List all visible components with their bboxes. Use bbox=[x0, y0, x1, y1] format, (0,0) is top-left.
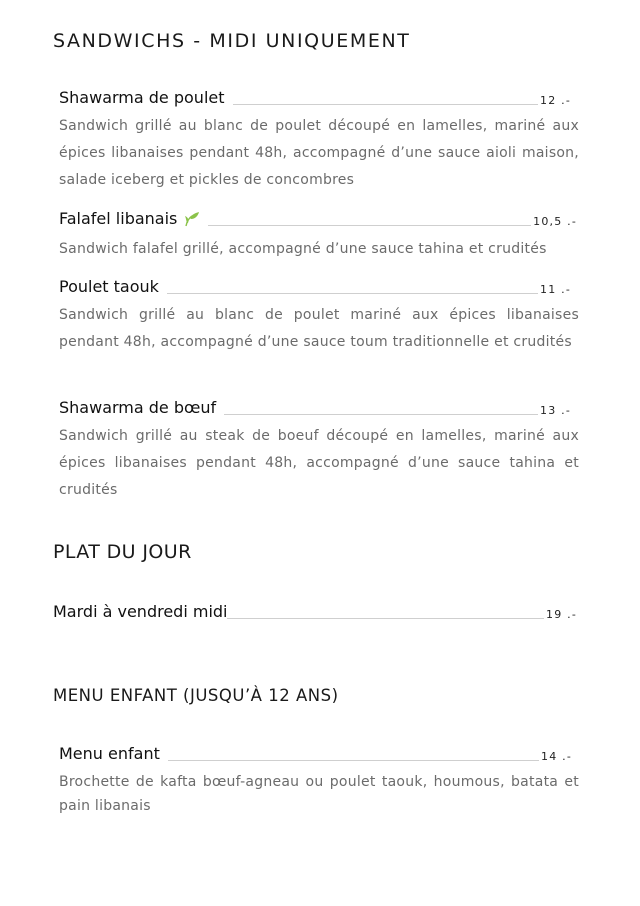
menu-item-poulet-taouk bbox=[59, 275, 571, 297]
leader-line bbox=[227, 617, 544, 619]
item-name: Shawarma de poulet bbox=[59, 88, 225, 107]
item-description: Sandwich falafel grillé, accompagné d’une sauce tahina et crudités bbox=[59, 241, 547, 257]
leader-line bbox=[233, 103, 539, 105]
menu-item-plat-du-jour bbox=[53, 600, 577, 622]
item-price: 14 .- bbox=[541, 750, 572, 763]
leader-line bbox=[167, 292, 538, 294]
leader-line bbox=[208, 224, 531, 226]
item-description: Sandwich grillé au blanc de poulet mariné aux épices libanaises pendant 48h, accompagné d’une sauce toum traditionnelle et crudités bbox=[59, 307, 579, 350]
menu-item-menu-enfant bbox=[59, 742, 572, 764]
item-price: 11 .- bbox=[540, 283, 571, 296]
item-price: 13 .- bbox=[540, 404, 571, 417]
menu-item-falafel-libanais bbox=[59, 207, 577, 229]
item-name-text: Falafel libanais bbox=[59, 209, 178, 228]
section-title-plat-du-jour: PLAT DU JOUR bbox=[53, 541, 192, 563]
item-description: Sandwich grillé au steak de boeuf découpé en lamelles, mariné aux épices libanaises pendant 48h, accompagné d’une sauce tahina et crudités bbox=[59, 428, 579, 498]
item-name: Menu enfant bbox=[59, 744, 160, 763]
item-name: Poulet taouk bbox=[59, 277, 159, 296]
item-description: Sandwich grillé au blanc de poulet découpé en lamelles, mariné aux épices libanaises pendant 48h, accompagné d’une sauce aioli maison, salade iceberg et pickles de concombres bbox=[59, 118, 579, 188]
item-name: Shawarma de bœuf bbox=[59, 398, 217, 417]
item-price: 12 .- bbox=[540, 94, 571, 107]
vegetarian-leaf-icon bbox=[184, 211, 200, 227]
section-title-menu-enfant: MENU ENFANT (JUSQU’À 12 ANS) bbox=[53, 686, 339, 705]
section-title-sandwichs: SANDWICHS - MIDI UNIQUEMENT bbox=[53, 30, 411, 52]
menu-item-shawarma-boeuf bbox=[59, 396, 571, 418]
item-name: Mardi à vendredi midi bbox=[53, 602, 228, 621]
menu-item-shawarma-poulet bbox=[59, 86, 571, 108]
item-description: Brochette de kafta bœuf-agneau ou poulet taouk, houmous, batata et pain libanais bbox=[59, 774, 579, 814]
item-price: 10,5 .- bbox=[533, 215, 577, 228]
leader-line bbox=[224, 413, 538, 415]
leader-line bbox=[168, 759, 539, 761]
item-name bbox=[59, 209, 200, 229]
item-price: 19 .- bbox=[546, 608, 577, 621]
